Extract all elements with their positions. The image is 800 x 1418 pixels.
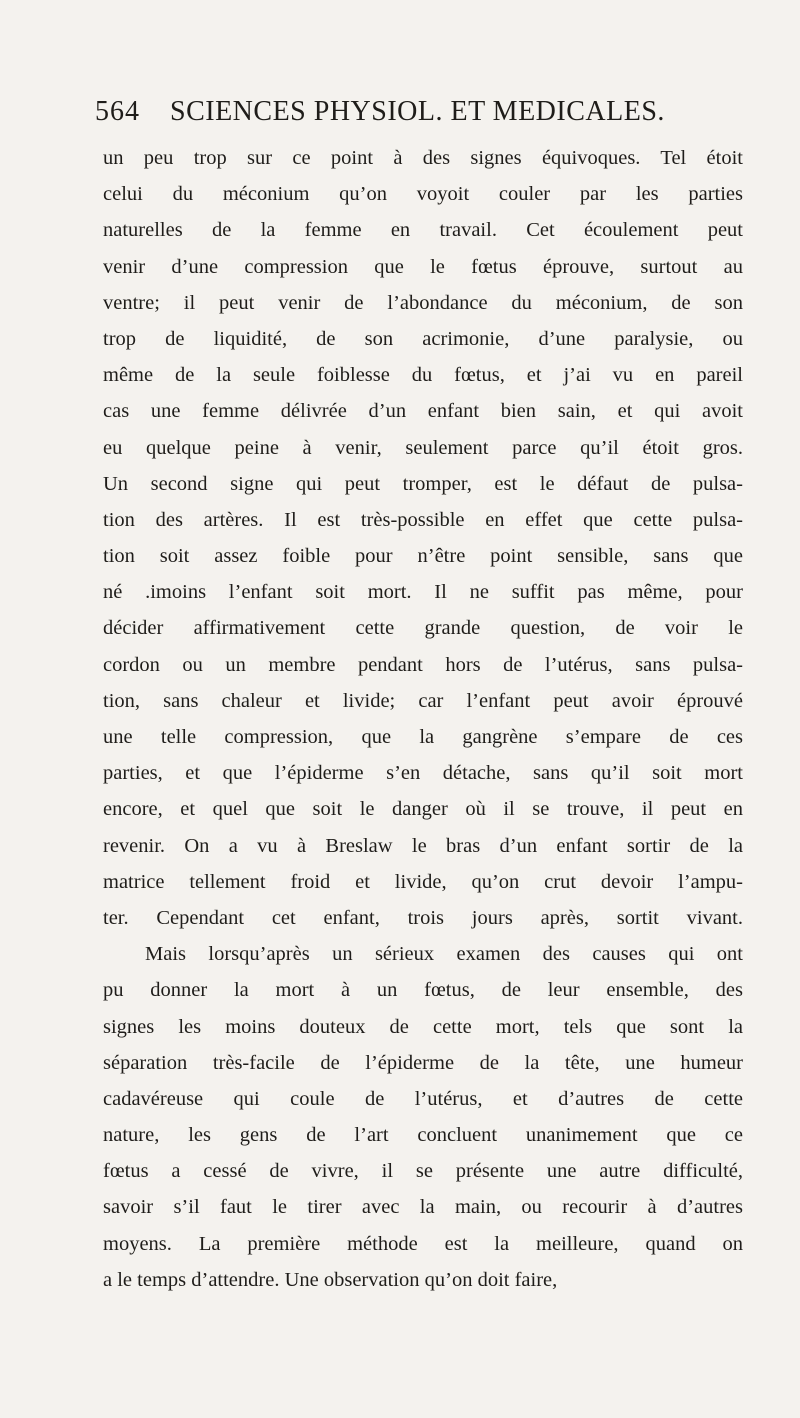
text-line: matrice tellement froid et livide, qu’on crut devoir l’ampu- [103, 870, 743, 893]
text-line: signes les moins douteux de cette mort, tels que sont la [103, 1015, 743, 1038]
text-line: décider affirmativement cette grande question, de voir le [103, 617, 743, 640]
text-line: Un second signe qui peut tromper, est le défaut de pulsa- [103, 472, 743, 495]
text-line: nature, les gens de l’art concluent unanimement que ce [103, 1124, 743, 1147]
text-line: cordon ou un membre pendant hors de l’utérus, sans pulsa- [103, 653, 743, 676]
text-line: ventre; il peut venir de l’abondance du méconium, de son [103, 291, 743, 314]
text-line: un peu trop sur ce point à des signes équivoques. Tel étoit [103, 147, 743, 169]
text-line: celui du méconium qu’on voyoit couler par les parties [103, 183, 743, 206]
text-line: savoir s’il faut le tirer avec la main, ou recourir à d’autres [103, 1196, 743, 1219]
text-line: pu donner la mort à un fœtus, de leur ensemble, des [103, 979, 743, 1002]
text-line: cas une femme délivrée d’un enfant bien sain, et qui avoit [103, 400, 743, 423]
text-line: Mais lorsqu’après un sérieux examen des causes qui ont [145, 943, 743, 966]
text-line: tion soit assez foible pour n’être point sensible, sans que [103, 545, 743, 568]
text-line: moyens. La première méthode est la meilleure, quand on [103, 1232, 743, 1255]
text-line: séparation très-facile de l’épiderme de la tête, une humeur [103, 1051, 743, 1074]
text-line: naturelles de la femme en travail. Cet écoulement peut [103, 219, 743, 242]
text-line: eu quelque peine à venir, seulement parce qu’il étoit gros. [103, 436, 743, 459]
text-line: parties, et que l’épiderme s’en détache, sans qu’il soit mort [103, 762, 743, 785]
text-line: une telle compression, que la gangrène s’empare de ces [103, 726, 743, 748]
text-line: tion, sans chaleur et livide; car l’enfant peut avoir éprouvé [103, 689, 743, 712]
text-line: cadavéreuse qui coule de l’utérus, et d’autres de cette [103, 1087, 743, 1110]
text-line: né .imoins l’enfant soit mort. Il ne suffit pas même, pour [103, 581, 743, 604]
body-text [103, 140, 743, 1298]
text-line: revenir. On a vu à Breslaw le bras d’un enfant sortir de la [103, 834, 743, 857]
page-header [95, 96, 755, 128]
text-line: ter. Cependant cet enfant, trois jours après, sortit vivant. [103, 906, 743, 929]
text-line: tion des artères. Il est très-possible en effet que cette pulsa- [103, 508, 743, 531]
text-line: fœtus a cessé de vivre, il se présente une autre difficulté, [103, 1160, 743, 1183]
page-number: 564 [95, 96, 140, 127]
text-line: trop de liquidité, de son acrimonie, d’une paralysie, ou [103, 327, 743, 350]
running-head: SCIENCES PHYSIOL. ET MEDICALES. [170, 96, 665, 127]
text-line: encore, et quel que soit le danger où il se trouve, il peut en [103, 798, 743, 821]
text-line: venir d’une compression que le fœtus éprouve, surtout au [103, 255, 743, 278]
text-line: a le temps d’attendre. Une observation qu’on doit faire, [103, 1268, 558, 1291]
text-line: même de la seule foiblesse du fœtus, et j’ai vu en pareil [103, 364, 743, 387]
